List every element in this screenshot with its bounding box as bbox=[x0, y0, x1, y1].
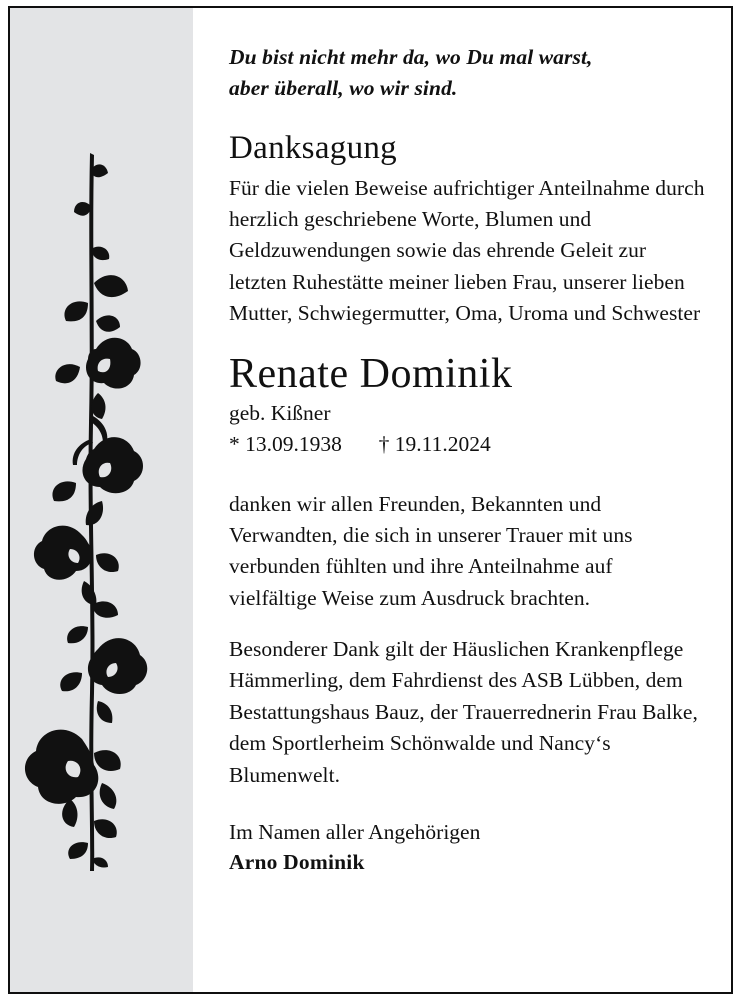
thanks-paragraph: danken wir allen Freunden, Bekannten und Verwandten, die sich in unserer Trauer mit uns verbunden fühlten und ihre Anteilnahme auf vielfältige Weise zum Ausdruck brachten. bbox=[229, 491, 633, 610]
closing-line: Im Namen aller Angehörigen bbox=[229, 819, 481, 844]
obituary-card bbox=[8, 6, 733, 994]
death-date: 19.11.2024 bbox=[394, 431, 491, 456]
maiden-name: geb. Kißner bbox=[229, 400, 331, 425]
birth-date: 13.09.1938 bbox=[245, 431, 342, 456]
death-symbol-icon: † bbox=[378, 431, 390, 456]
epitaph-line-1: Du bist nicht mehr da, wo Du mal warst, bbox=[229, 45, 593, 69]
floral-vine-ornament bbox=[24, 153, 164, 873]
ornament-panel bbox=[10, 8, 193, 992]
life-dates bbox=[229, 430, 705, 459]
special-thanks-paragraph: Besonderer Dank gilt der Häuslichen Krankenpflege Hämmerling, dem Fahrdienst des ASB Lübben, dem Bestattungshaus Bauz, der Trauerrednerin Frau Balke, dem Sportlerheim Schönwalde und Nancy‘s Blumenwelt. bbox=[229, 637, 698, 787]
page-title: Danksagung bbox=[229, 130, 397, 167]
signature-name: Arno Dominik bbox=[229, 850, 365, 875]
deceased-name: Renate Dominik bbox=[229, 350, 513, 397]
deceased-name-block bbox=[229, 352, 705, 459]
birth-symbol-icon: * bbox=[229, 431, 240, 456]
epitaph bbox=[229, 42, 705, 104]
closing-block bbox=[229, 817, 705, 878]
obituary-content bbox=[193, 8, 731, 992]
epitaph-line-2: aber überall, wo wir sind. bbox=[229, 76, 458, 101]
intro-paragraph: Für die vielen Beweise aufrichtiger Anteilnahme durch herzlich geschriebene Worte, Blumen und Geldzuwendungen sowie das ehrende Geleit zur letzten Ruhestätte meiner lieben Frau, unserer lieben Mutter, Schwiegermutter, Oma, Uroma und Schwester bbox=[229, 175, 705, 326]
